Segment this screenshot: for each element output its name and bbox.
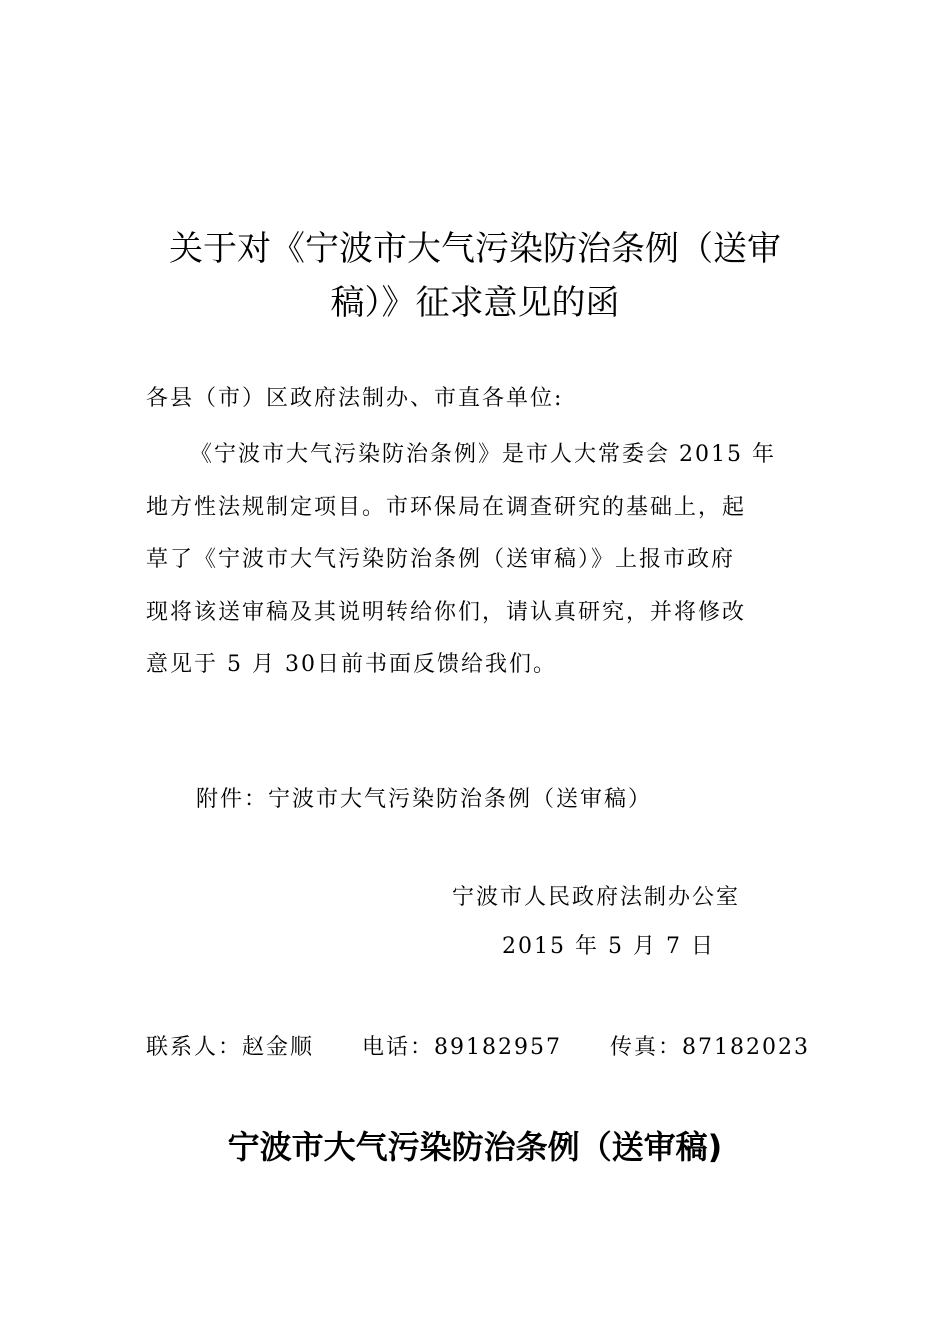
contact-phone: 电话：89182957 — [362, 1035, 562, 1060]
issuing-office: 宁波市人民政府法制办公室 — [452, 885, 741, 910]
body-paragraph — [146, 429, 806, 692]
paragraph-line-5: 意见于 5 月 30日前书面反馈给我们。 — [146, 652, 557, 677]
letter-title-line-1: 关于对《宁波市大气污染防治条例（送审 — [169, 229, 781, 269]
paragraph-line-2: 地方性法规制定项目。市环保局在调查研究的基础上，起 — [146, 494, 747, 520]
regulation-title: 宁波市大气污染防治条例（送审稿) — [227, 1128, 723, 1166]
letter-title-line-2: 稿）》征求意见的函 — [330, 283, 620, 323]
attachment-line: 附件：宁波市大气污染防治条例（送审稿） — [196, 787, 653, 812]
paragraph-line-4: 现将该送审稿及其说明转给你们，请认真研究，并将修改 — [146, 599, 747, 625]
contact-person: 联系人：赵金顺 — [146, 1035, 315, 1060]
paragraph-line-3: 草了《宁波市大气污染防治条例（送审稿）》上报市政府 — [146, 547, 736, 572]
contact-fax: 传真：87182023 — [610, 1035, 810, 1060]
issue-date: 2015 年 5 月 7 日 — [502, 934, 715, 959]
paragraph-line-1: 《宁波市大气污染防治条例》是市人大常委会 2015 年 — [190, 442, 776, 467]
salutation: 各县（市）区政府法制办、市直各单位: — [146, 386, 564, 411]
contact-line — [146, 1033, 810, 1063]
letter-title — [140, 222, 810, 330]
